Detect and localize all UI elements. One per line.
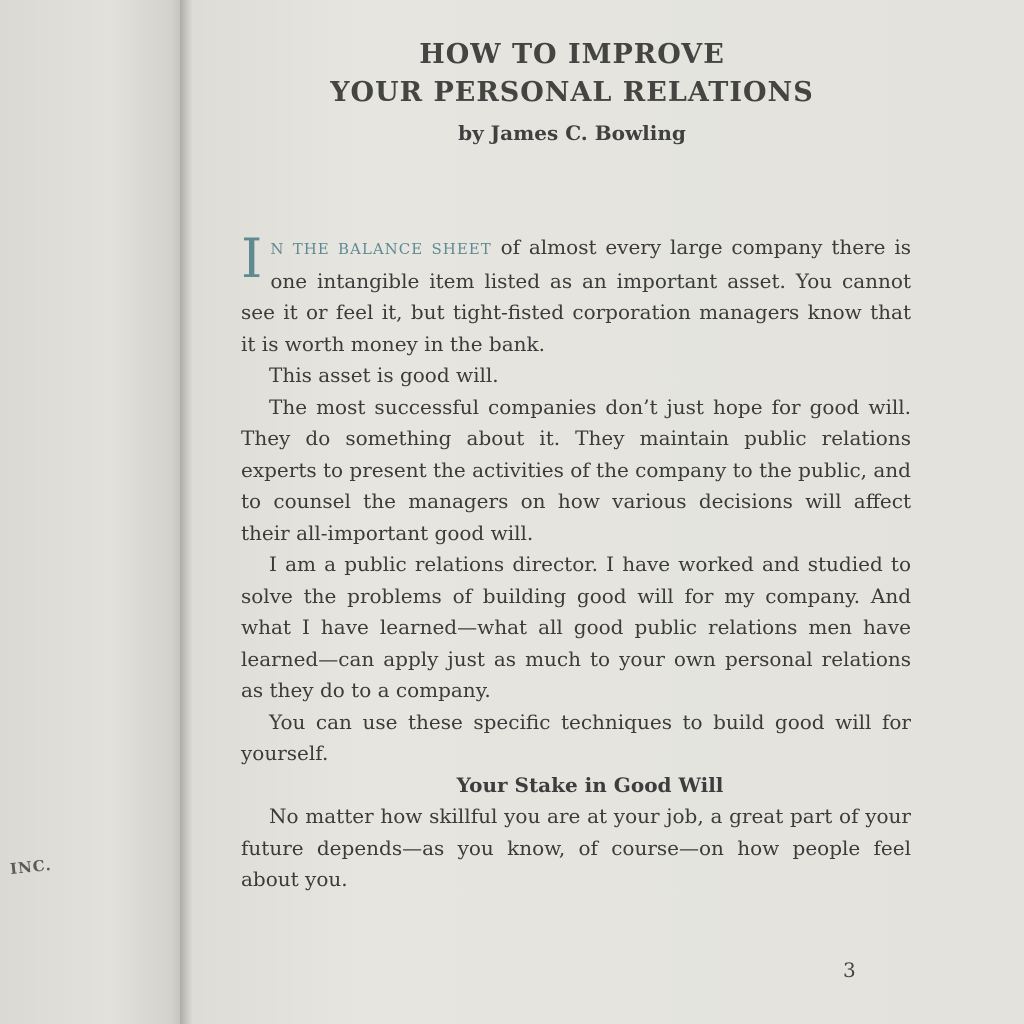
article-title (192, 36, 952, 112)
section-subheading: Your Stake in Good Will (456, 772, 724, 797)
paragraph-5: You can use these specific techniques to build good will for yourself. (241, 709, 911, 765)
paragraph-3: The most successful companies don’t just hope for good will. They do something about it. They maintain public relations experts to present the activities of the company to the public, and to counsel the managers on how various decisions will affect their all-important good will. (241, 394, 911, 545)
title-line-1: HOW TO IMPROVE (419, 39, 725, 70)
paragraph-2: This asset is good will. (269, 363, 499, 387)
paragraph-1 (241, 227, 911, 360)
drop-cap: I (241, 227, 263, 290)
paragraph-4: I am a public relations director. I have worked and studied to solve the problems of building good will for my company. And what I have learned—what all good public relations men have learned—can apply just as much to your own personal relations as they do to a company. (241, 552, 911, 702)
left-page-imprint: INC. (9, 855, 53, 879)
paragraph-1-text: of almost every large company there is one intangible item listed as an important asset. You cannot see it or feel it, but tight-fisted corporation managers know that it is worth money in the bank. (241, 235, 911, 356)
article-byline: by James C. Bowling (458, 121, 686, 145)
left-page (0, 0, 186, 1024)
lead-in-small-caps: N THE BALANCE SHEET (270, 240, 492, 258)
title-line-2: YOUR PERSONAL RELATIONS (330, 77, 814, 108)
page-number: 3 (843, 958, 856, 982)
article-body (241, 227, 911, 896)
paragraph-6: No matter how skillful you are at your job, a great part of your future depends—as you know, of course—on how people feel about you. (241, 804, 911, 891)
